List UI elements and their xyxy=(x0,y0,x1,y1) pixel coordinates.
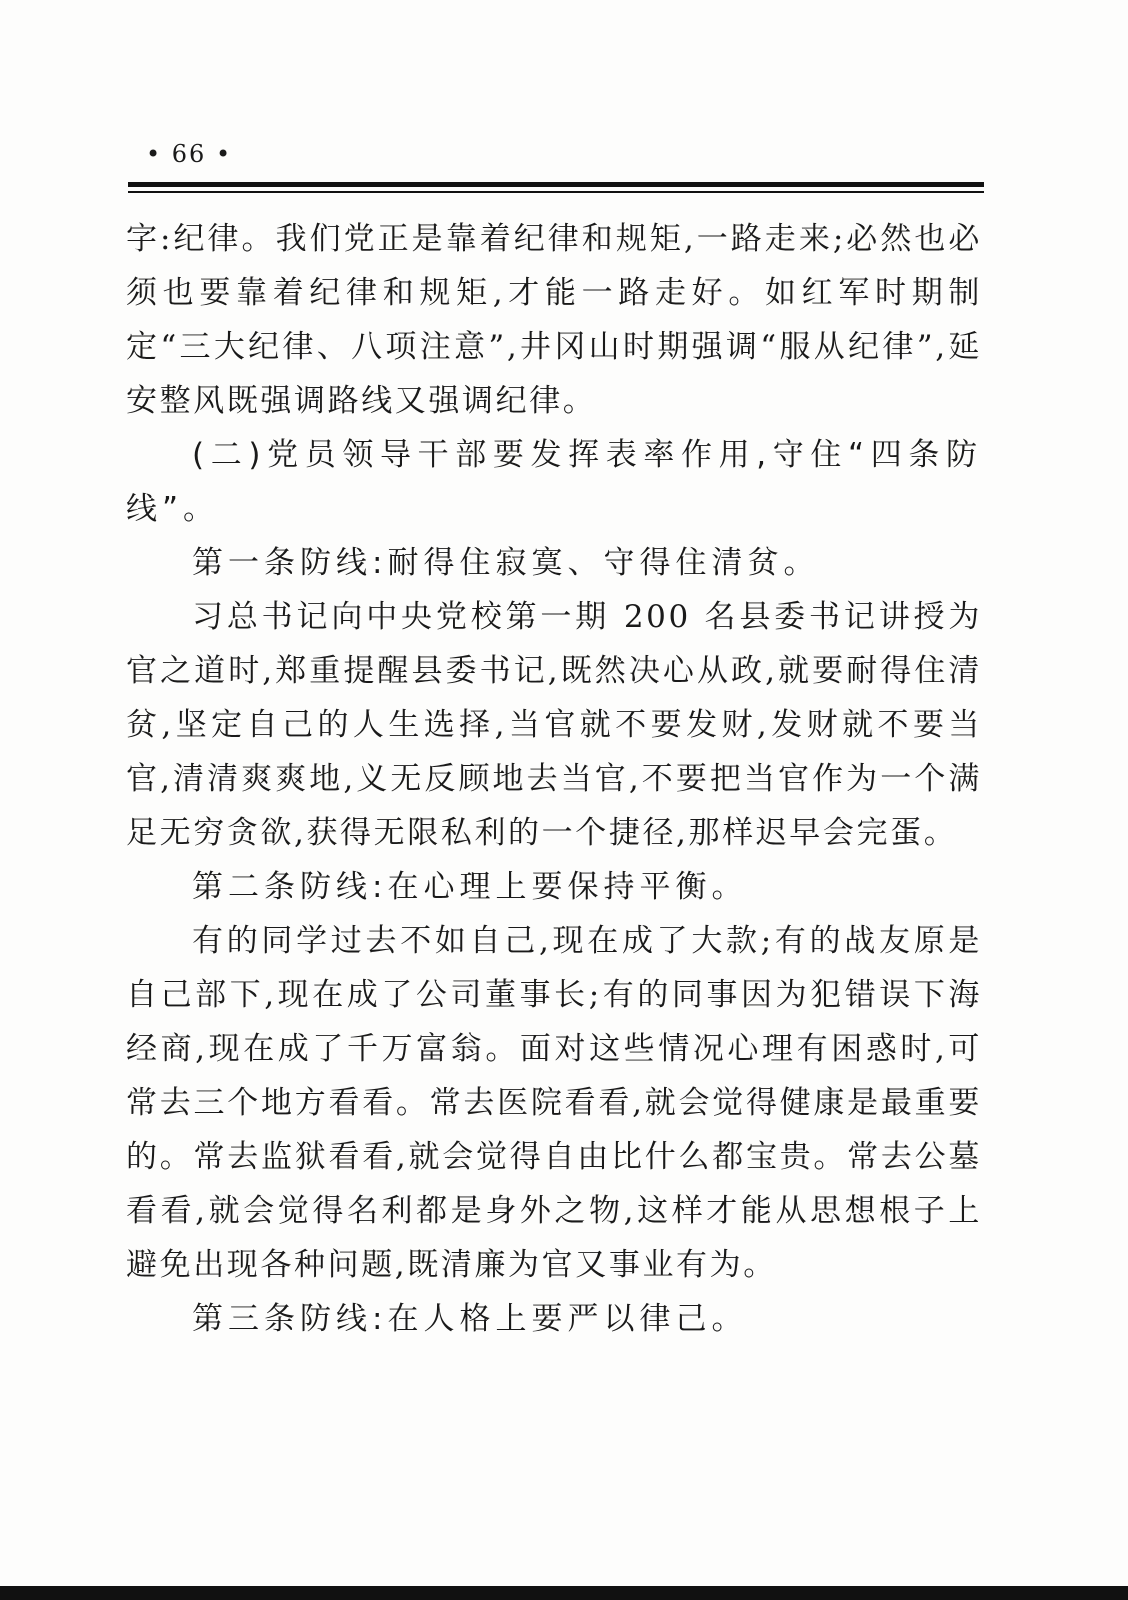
header-rule-thick xyxy=(128,182,984,187)
paragraph-second-defense-line: 有的同学过去不如自己,现在成了大款;有的战友原是自己部下,现在成了公司董事长;有的同事因为犯错误下海经商,现在成了千万富翁。面对这些情况心理有困惑时,可常去三个地方看看。常去医院看看,就会觉得健康是最重要的。常去监狱看看,就会觉得自由比什么都宝贵。常去公墓看看,就会觉得名利都是身外之物,这样才能从思想根子上避免出现各种问题,既清廉为官又事业有为。 xyxy=(126,923,982,1283)
scan-bottom-edge xyxy=(0,1586,1128,1600)
section-heading-two: (二)党员领导干部要发挥表率作用,守住“四条防线”。 xyxy=(126,437,982,527)
header-rule-thin xyxy=(128,191,984,193)
body-text xyxy=(126,212,982,1346)
paragraph-continued: 字:纪律。我们党正是靠着纪律和规矩,一路走来;必然也必须也要靠着纪律和规矩,才能一路走好。如红军时期制定“三大纪律、八项注意”,井冈山时期强调“服从纪律”,延安整风既强调路线又强调纪律。 xyxy=(126,221,982,419)
subheading-second-defense-line: 第二条防线:在心理上要保持平衡。 xyxy=(192,869,748,905)
subheading-third-defense-line: 第三条防线:在人格上要严以律己。 xyxy=(192,1301,748,1337)
paragraph-first-defense-line: 习总书记向中央党校第一期 200 名县委书记讲授为官之道时,郑重提醒县委书记,既然决心从政,就要耐得住清贫,坚定自己的人生选择,当官就不要发财,发财就不要当官,清清爽爽地,义无反顾地去当官,不要把当官作为一个满足无穷贪欲,获得无限私利的一个捷径,那样迟早会完蛋。 xyxy=(126,599,982,851)
subheading-first-defense-line: 第一条防线:耐得住寂寞、守得住清贫。 xyxy=(192,545,820,581)
page-number: • 66 • xyxy=(146,140,233,168)
